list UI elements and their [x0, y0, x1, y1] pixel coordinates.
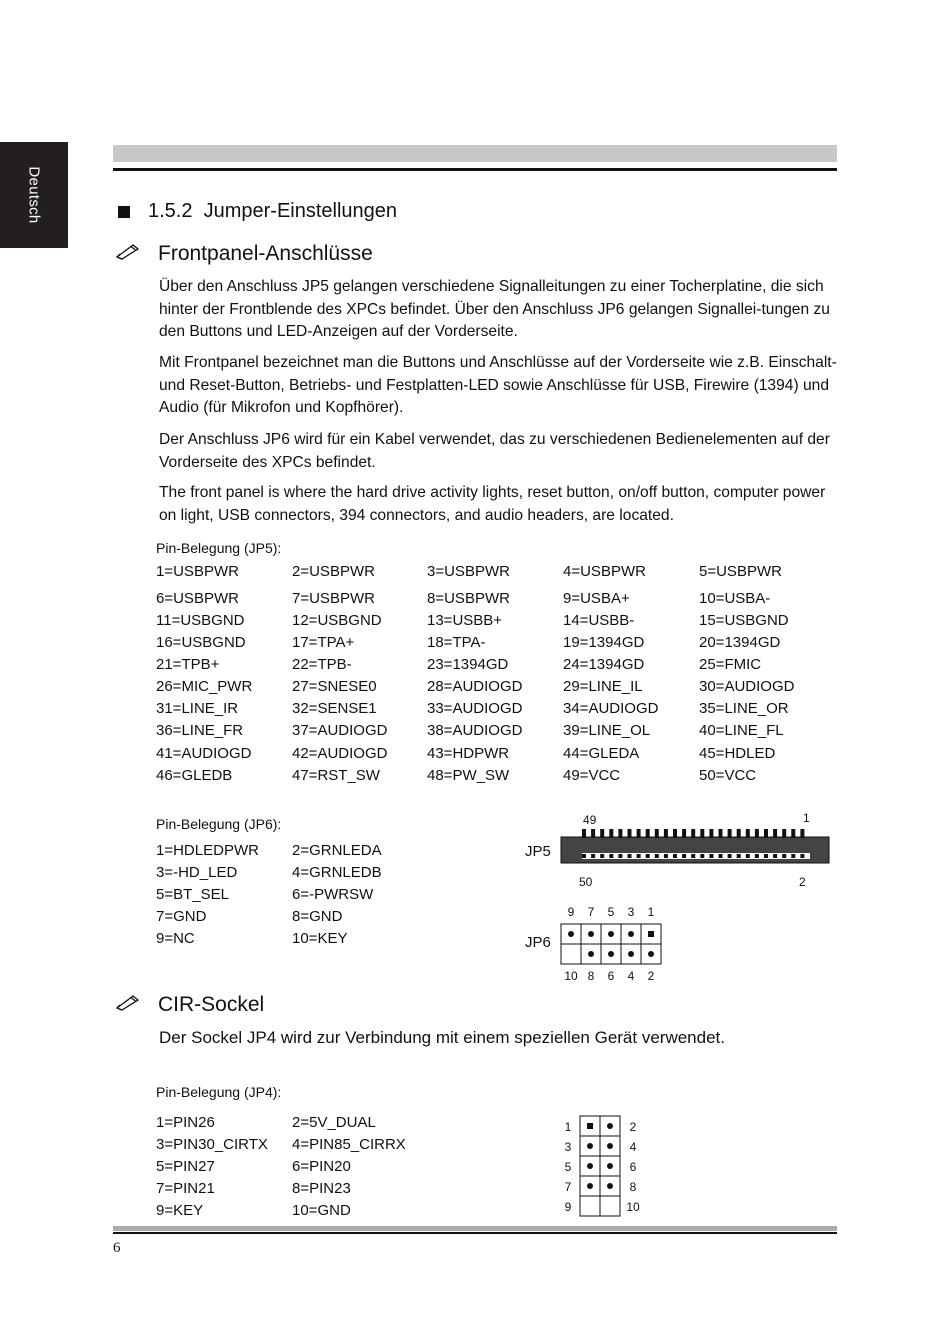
pin-assignment: 41=AUDIOGD	[156, 745, 252, 762]
jp6-pin-label-bottom: 4	[627, 969, 635, 983]
bullet-square-icon	[118, 206, 130, 218]
jp5-pin-bottom	[719, 854, 723, 858]
pin-assignment: 6=-PWRSW	[292, 886, 374, 903]
pin-assignment: 21=TPB+	[156, 656, 220, 673]
jp4-pin-label-left: 5	[564, 1160, 572, 1174]
jp4-pin-label-right: 6	[629, 1160, 637, 1174]
pin-assignment: 7=USBPWR	[292, 590, 375, 607]
jp5-pin-49-label: 49	[583, 813, 597, 827]
jp4-pin-label-right: 2	[629, 1120, 637, 1134]
jp5-pin-top	[591, 829, 595, 838]
jp5-pin-top	[709, 829, 713, 838]
jp6-pin-label-top: 7	[587, 905, 595, 919]
jp5-pin-top	[755, 829, 759, 838]
jp5-pin-bottom	[600, 854, 604, 858]
jp6-pin-dot	[608, 951, 614, 957]
jp4-pin-label-left: 9	[564, 1200, 572, 1214]
jp4-label: Pin-Belegung (JP4):	[156, 1084, 282, 1100]
language-tab	[0, 142, 68, 248]
pin-assignment: 2=5V_DUAL	[292, 1114, 376, 1131]
jp6-pin-label-top: 9	[567, 905, 575, 919]
pin-assignment: 31=LINE_IR	[156, 700, 239, 717]
jp6-pin-dot	[608, 931, 614, 937]
jp4-pin-dot	[587, 1143, 593, 1149]
jp6-pin-label-bottom: 8	[587, 969, 595, 983]
pin-assignment: 8=USBPWR	[427, 590, 510, 607]
jp4-pin-dot	[607, 1183, 613, 1189]
jp5-pin-bottom	[628, 854, 632, 858]
jp5-pin-top	[609, 829, 613, 838]
pin-assignment: 9=NC	[156, 930, 195, 947]
pin-assignment: 45=HDLED	[699, 745, 776, 762]
jp5-pin-bottom	[655, 854, 659, 858]
pin-assignment: 49=VCC	[563, 767, 621, 784]
jp6-pin-dot	[628, 951, 634, 957]
jp4-pin-label-left: 1	[564, 1120, 572, 1134]
pin-assignment: 11=USBGND	[156, 612, 245, 629]
cir-heading	[115, 993, 264, 1017]
paragraph-2: Mit Frontpanel bezeichnet man die Buttons und Anschlüsse auf der Vorderseite wie z.B. Einschalt- und Reset-Button, Betriebs- und Festplatten-LED sowie Anschlüsse für USB, Firewire (1394) und Audio (für Mikrofon und Kopfhörer).	[159, 354, 837, 416]
jp6-pin-label-bottom: 10	[564, 969, 578, 983]
pin-assignment: 7=GND	[156, 908, 207, 925]
pin-assignment: 4=PIN85_CIRRX	[292, 1136, 406, 1153]
pin-assignment: 6=PIN20	[292, 1158, 351, 1175]
pin-assignment: 1=USBPWR	[156, 563, 239, 580]
pin-assignment: 10=USBA-	[699, 590, 771, 607]
jp5-pin-bottom	[800, 854, 804, 858]
paragraph-4: The front panel is where the hard drive activity lights, reset button, on/off button, computer power on light, USB connectors, 394 connectors, and audio headers, are located.	[159, 484, 826, 524]
jp5-pin-top	[800, 829, 804, 838]
pin-assignment: 12=USBGND	[292, 612, 382, 629]
pin-assignment: 27=SNESE0	[292, 678, 377, 695]
jp5-pin-2-label: 2	[799, 875, 806, 889]
jp6-pin-label-bottom: 6	[607, 969, 615, 983]
jumper-diagram-jp4	[555, 1110, 655, 1220]
jp6-pin-1-marker	[648, 931, 654, 937]
jp5-pin-top	[691, 829, 695, 838]
jp5-pin-top	[664, 829, 668, 838]
jp5-pin-top	[728, 829, 732, 838]
jp5-diagram-name: JP5	[525, 843, 551, 860]
jp5-pin-bottom	[618, 854, 622, 858]
jp5-pin-bottom	[709, 854, 713, 858]
jp5-pin-bottom	[728, 854, 732, 858]
jp5-pin-top	[655, 829, 659, 838]
jp5-pin-top	[782, 829, 786, 838]
pin-assignment: 1=PIN26	[156, 1114, 215, 1131]
jp5-pin-bottom	[700, 854, 704, 858]
jp6-pin-dot	[648, 951, 654, 957]
pin-assignment: 18=TPA-	[427, 634, 486, 651]
pin-assignment: 4=USBPWR	[563, 563, 646, 580]
pin-assignment: 15=USBGND	[699, 612, 789, 629]
jumper-diagram-jp5-jp6	[510, 808, 840, 988]
jp4-pin-label-right: 10	[626, 1200, 640, 1214]
header-bar	[113, 145, 837, 162]
jp5-pin-bottom	[646, 854, 650, 858]
jp5-connector	[561, 829, 829, 863]
jp6-connector	[561, 905, 661, 983]
pin-assignment: 8=GND	[292, 908, 343, 925]
jp4-pin-label-right: 4	[629, 1140, 637, 1154]
jp5-pin-top	[746, 829, 750, 838]
jp5-pin-bottom	[791, 854, 795, 858]
pin-assignment: 10=KEY	[292, 930, 348, 947]
jp5-pin-bottom	[746, 854, 750, 858]
pencil-icon	[115, 993, 141, 1017]
jp5-pin-bottom	[582, 854, 586, 858]
jp6-pin-dot	[588, 951, 594, 957]
pin-assignment: 46=GLEDB	[156, 767, 233, 784]
jp5-pin-bottom	[609, 854, 613, 858]
pin-assignment: 50=VCC	[699, 767, 757, 784]
jp6-diagram-name: JP6	[525, 934, 551, 951]
jp5-pin-top	[618, 829, 622, 838]
jp4-pin-dot	[607, 1143, 613, 1149]
pin-assignment: 26=MIC_PWR	[156, 678, 253, 695]
section-title	[118, 200, 397, 223]
header-rule	[113, 168, 837, 171]
pin-assignment: 4=GRNLEDB	[292, 864, 382, 881]
pin-assignment: 5=BT_SEL	[156, 886, 229, 903]
language-tab-label: Deutsch	[25, 166, 43, 224]
pin-assignment: 32=SENSE1	[292, 700, 377, 717]
jp5-pin-top	[700, 829, 704, 838]
jp6-pin-label-top: 5	[607, 905, 615, 919]
jp5-label: Pin-Belegung (JP5):	[156, 540, 282, 556]
pin-assignment: 25=FMIC	[699, 656, 762, 673]
jp6-pin-label-top: 3	[627, 905, 635, 919]
jp4-pin-label-right: 8	[629, 1180, 637, 1194]
section-title-text: 1.5.2 Jumper-Einstellungen	[148, 200, 398, 222]
pin-assignment: 48=PW_SW	[427, 767, 510, 784]
footer-bar	[113, 1226, 837, 1231]
pin-assignment: 7=PIN21	[156, 1180, 215, 1197]
jp5-pin-bottom	[682, 854, 686, 858]
pin-assignment: 2=USBPWR	[292, 563, 375, 580]
jp5-pin-bottom	[755, 854, 759, 858]
jp6-pin-dot	[588, 931, 594, 937]
pin-assignment: 10=GND	[292, 1202, 351, 1219]
jp4-pin-dot	[587, 1163, 593, 1169]
jp4-pin-1-marker	[587, 1123, 593, 1129]
pin-assignment: 3=-HD_LED	[156, 864, 238, 881]
pin-assignment: 14=USBB-	[563, 612, 635, 629]
pin-assignment: 6=USBPWR	[156, 590, 239, 607]
pin-assignment: 35=LINE_OR	[699, 700, 789, 717]
jp5-pin-top	[719, 829, 723, 838]
jp5-pin-bottom	[637, 854, 641, 858]
page-number: 6	[113, 1240, 121, 1256]
jp4-pin-label-left: 3	[564, 1140, 572, 1154]
paragraph-3: Der Anschluss JP6 wird für ein Kabel verwendet, das zu verschiedenen Bedienelementen auf der Vorderseite des XPCs befindet.	[159, 431, 830, 471]
pin-assignment: 44=GLEDA	[563, 745, 640, 762]
jp6-pin-label-top: 1	[647, 905, 655, 919]
jp5-pin-bottom	[764, 854, 768, 858]
pin-assignment: 43=HDPWR	[427, 745, 510, 762]
frontpanel-heading-text: Frontpanel-Anschlüsse	[158, 242, 373, 265]
pin-assignment: 34=AUDIOGD	[563, 700, 659, 717]
pin-assignment: 19=1394GD	[563, 634, 645, 651]
pin-assignment: 39=LINE_OL	[563, 722, 651, 739]
jp5-pin-top	[582, 829, 586, 838]
pin-assignment: 37=AUDIOGD	[292, 722, 388, 739]
footer-rule	[113, 1232, 837, 1234]
pin-assignment: 28=AUDIOGD	[427, 678, 523, 695]
jp5-pin-top	[682, 829, 686, 838]
paragraph-1: Über den Anschluss JP5 gelangen verschiedene Signalleitungen zu einer Tocherplatine, die sich hinter der Frontblende des XPCs befindet. Über den Anschluss JP6 gelangen Signallei-tungen zu den Buttons und LED-Anzeigen auf der Vorderseite.	[159, 278, 830, 340]
jp5-pin-1-label: 1	[803, 811, 810, 825]
pin-assignment: 1=HDLEDPWR	[156, 842, 259, 859]
pin-assignment: 3=USBPWR	[427, 563, 510, 580]
pin-assignment: 29=LINE_IL	[563, 678, 643, 695]
jp4-pin-dot	[607, 1163, 613, 1169]
jp5-pin-top	[673, 829, 677, 838]
jp5-pin-top	[764, 829, 768, 838]
pin-assignment: 20=1394GD	[699, 634, 781, 651]
pencil-icon	[115, 242, 141, 266]
jp5-pin-bottom	[737, 854, 741, 858]
pin-assignment: 8=PIN23	[292, 1180, 351, 1197]
jp5-pin-bottom	[773, 854, 777, 858]
pin-assignment: 33=AUDIOGD	[427, 700, 523, 717]
pin-assignment: 2=GRNLEDA	[292, 842, 382, 859]
jp5-pin-top	[600, 829, 604, 838]
jp5-pin-top	[773, 829, 777, 838]
pin-assignment: 24=1394GD	[563, 656, 645, 673]
pin-assignment: 13=USBB+	[427, 612, 503, 629]
pin-assignment: 5=USBPWR	[699, 563, 782, 580]
pin-assignment: 38=AUDIOGD	[427, 722, 523, 739]
pin-assignment: 5=PIN27	[156, 1158, 215, 1175]
jp5-pin-bottom	[691, 854, 695, 858]
jp5-pin-top	[646, 829, 650, 838]
pin-assignment: 9=USBA+	[563, 590, 630, 607]
jp5-pin-bottom	[673, 854, 677, 858]
jp6-pin-dot	[568, 931, 574, 937]
jp6-pin-label-bottom: 2	[647, 969, 655, 983]
cir-heading-text: CIR-Sockel	[158, 993, 265, 1016]
pin-assignment: 47=RST_SW	[292, 767, 380, 784]
jp4-pin-cell	[600, 1196, 620, 1216]
pin-assignment: 40=LINE_FL	[699, 722, 784, 739]
pin-assignment: 9=KEY	[156, 1202, 204, 1219]
pin-assignment: 17=TPA+	[292, 634, 355, 651]
jp4-pin-cell	[580, 1196, 600, 1216]
jp4-pin-dot	[607, 1123, 613, 1129]
pin-assignment: 36=LINE_FR	[156, 722, 244, 739]
jp6-label: Pin-Belegung (JP6):	[156, 816, 282, 832]
jp5-pin-top	[791, 829, 795, 838]
jp5-pin-top	[628, 829, 632, 838]
jp6-pin-cell	[561, 944, 581, 964]
jp4-pin-label-left: 7	[564, 1180, 572, 1194]
jp5-pin-bottom	[591, 854, 595, 858]
pin-assignment: 16=USBGND	[156, 634, 246, 651]
jp4-pin-dot	[587, 1183, 593, 1189]
pin-assignment: 23=1394GD	[427, 656, 509, 673]
cir-paragraph: Der Sockel JP4 wird zur Verbindung mit einem speziellen Gerät verwendet.	[159, 1028, 725, 1047]
jp5-pin-top	[637, 829, 641, 838]
pin-assignment: 22=TPB-	[292, 656, 352, 673]
jp5-pin-top	[737, 829, 741, 838]
pin-assignment: 42=AUDIOGD	[292, 745, 388, 762]
jp5-pin-bottom	[664, 854, 668, 858]
pin-assignment: 30=AUDIOGD	[699, 678, 795, 695]
jp5-pin-bottom	[782, 854, 786, 858]
jp4-connector	[565, 1116, 640, 1216]
jp5-pin-50-label: 50	[579, 875, 593, 889]
frontpanel-heading	[115, 242, 373, 266]
jp6-pin-dot	[628, 931, 634, 937]
pin-assignment: 3=PIN30_CIRTX	[156, 1136, 268, 1153]
